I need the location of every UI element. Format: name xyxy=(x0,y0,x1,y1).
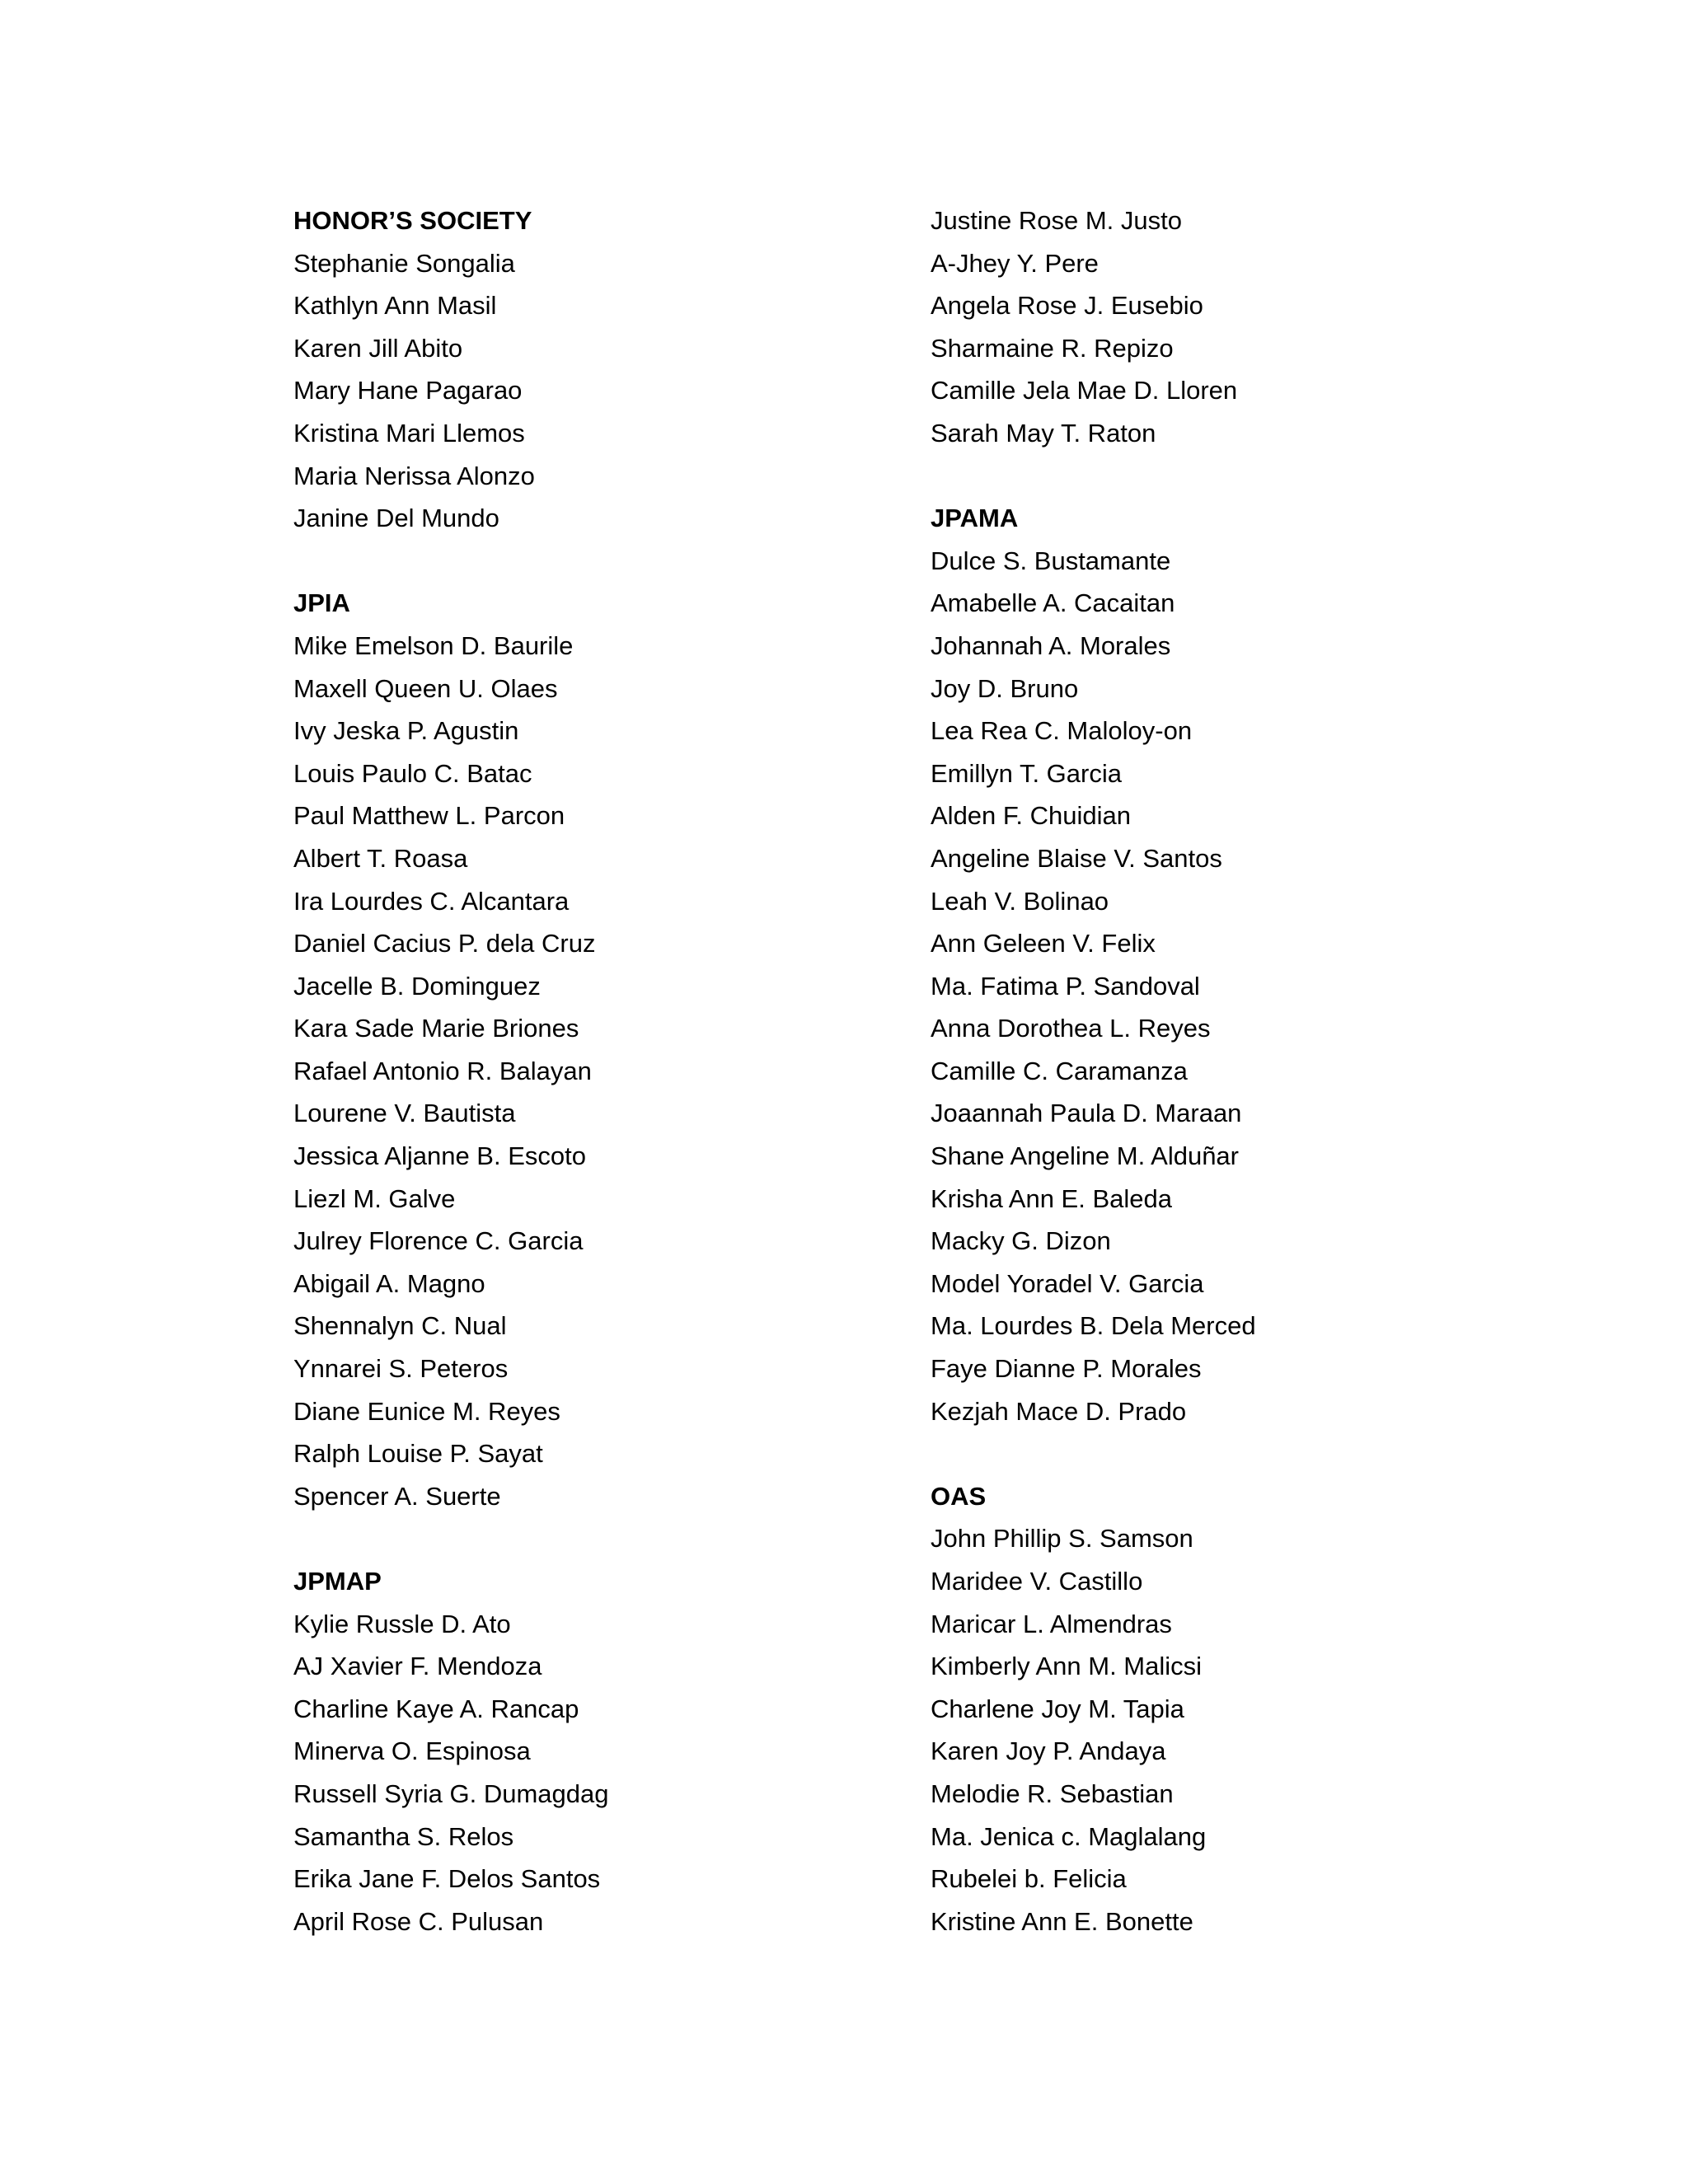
section-heading: JPAMA xyxy=(931,504,1019,533)
member-name: Ralph Louise P. Sayat xyxy=(293,1439,543,1469)
left-column xyxy=(293,199,854,1943)
section-jpmap xyxy=(293,1560,854,1943)
section-honor-s-society xyxy=(293,199,854,540)
member-name: Kezjah Mace D. Prado xyxy=(931,1396,1187,1426)
member-name: Ynnarei S. Peteros xyxy=(293,1354,509,1384)
member-name: Lourene V. Bautista xyxy=(293,1099,516,1128)
member-name: Dulce S. Bustamante xyxy=(931,546,1171,575)
member-name: Kara Sade Marie Briones xyxy=(293,1014,579,1043)
member-name: Amabelle A. Cacaitan xyxy=(931,588,1175,618)
section-jpia xyxy=(293,582,854,1517)
member-name: Ma. Lourdes B. Dela Merced xyxy=(931,1311,1256,1341)
member-name: Paul Matthew L. Parcon xyxy=(293,801,565,831)
member-name: Minerva O. Espinosa xyxy=(293,1736,531,1766)
member-name: Sharmaine R. Repizo xyxy=(931,333,1174,363)
section-heading: OAS xyxy=(931,1481,987,1511)
member-name: Lea Rea C. Maloloy-on xyxy=(931,716,1193,746)
member-name: Shane Angeline M. Alduñar xyxy=(931,1141,1239,1171)
member-name: Abigail A. Magno xyxy=(293,1268,485,1298)
member-name: Ann Geleen V. Felix xyxy=(931,929,1156,958)
member-name: Emillyn T. Garcia xyxy=(931,758,1122,788)
section-continued xyxy=(931,199,1491,455)
section-heading: JPIA xyxy=(293,588,350,618)
member-name: Jessica Aljanne B. Escoto xyxy=(293,1141,586,1171)
member-name: Camille C. Caramanza xyxy=(931,1056,1188,1085)
member-name: Joaannah Paula D. Maraan xyxy=(931,1099,1242,1128)
member-name: Karen Jill Abito xyxy=(293,333,463,363)
member-name: Anna Dorothea L. Reyes xyxy=(931,1014,1211,1043)
member-name: Rafael Antonio R. Balayan xyxy=(293,1056,592,1085)
member-name: Mike Emelson D. Baurile xyxy=(293,630,574,660)
section-oas xyxy=(931,1475,1491,1943)
section-spacer xyxy=(293,1517,854,1560)
member-name: AJ Xavier F. Mendoza xyxy=(293,1652,542,1681)
member-name: Julrey Florence C. Garcia xyxy=(293,1226,584,1256)
member-name: Russell Syria G. Dumagdag xyxy=(293,1779,609,1808)
member-name: Rubelei b. Felicia xyxy=(931,1864,1127,1894)
member-name: Kathlyn Ann Masil xyxy=(293,291,497,321)
member-name: Justine Rose M. Justo xyxy=(931,206,1182,235)
member-name: Leah V. Bolinao xyxy=(931,886,1109,916)
member-name: Krisha Ann E. Baleda xyxy=(931,1183,1172,1213)
member-name: Angela Rose J. Eusebio xyxy=(931,291,1203,321)
member-name: Johannah A. Morales xyxy=(931,630,1171,660)
member-name: Erika Jane F. Delos Santos xyxy=(293,1864,601,1894)
member-name: Ivy Jeska P. Agustin xyxy=(293,716,519,746)
member-name: Samantha S. Relos xyxy=(293,1821,514,1851)
member-name: Maxell Queen U. Olaes xyxy=(293,673,558,703)
member-name: Ira Lourdes C. Alcantara xyxy=(293,886,570,916)
member-name: Janine Del Mundo xyxy=(293,504,499,533)
member-name: Karen Joy P. Andaya xyxy=(931,1736,1166,1766)
section-spacer xyxy=(931,1432,1491,1475)
member-name: Kristine Ann E. Bonette xyxy=(931,1906,1193,1936)
member-name: Albert T. Roasa xyxy=(293,843,468,873)
member-name: Spencer A. Suerte xyxy=(293,1481,501,1511)
member-name: Kylie Russle D. Ato xyxy=(293,1609,511,1638)
member-name: Daniel Cacius P. dela Cruz xyxy=(293,929,596,958)
member-name: Kristina Mari Llemos xyxy=(293,418,525,448)
member-name: Sarah May T. Raton xyxy=(931,418,1156,448)
member-name: Macky G. Dizon xyxy=(931,1226,1111,1256)
section-heading: HONOR’S SOCIETY xyxy=(293,206,532,235)
member-name: Faye Dianne P. Morales xyxy=(931,1354,1202,1384)
member-name: Kimberly Ann M. Malicsi xyxy=(931,1652,1203,1681)
section-spacer xyxy=(293,540,854,583)
member-name: John Phillip S. Samson xyxy=(931,1524,1193,1554)
member-name: Joy D. Bruno xyxy=(931,673,1079,703)
member-name: Mary Hane Pagarao xyxy=(293,376,523,405)
member-name: Ma. Jenica c. Maglalang xyxy=(931,1821,1207,1851)
member-name: Charline Kaye A. Rancap xyxy=(293,1694,579,1723)
member-name: Alden F. Chuidian xyxy=(931,801,1131,831)
member-name: Model Yoradel V. Garcia xyxy=(931,1268,1204,1298)
section-heading: JPMAP xyxy=(293,1567,382,1596)
member-name: Louis Paulo C. Batac xyxy=(293,758,532,788)
member-name: Melodie R. Sebastian xyxy=(931,1779,1174,1808)
member-name: Maricar L. Almendras xyxy=(931,1609,1172,1638)
member-name: Stephanie Songalia xyxy=(293,248,515,278)
member-name: Liezl M. Galve xyxy=(293,1183,456,1213)
member-name: Jacelle B. Dominguez xyxy=(293,971,541,1001)
section-jpama xyxy=(931,497,1491,1432)
right-column xyxy=(931,199,1491,1943)
member-name: Diane Eunice M. Reyes xyxy=(293,1396,560,1426)
member-name: Camille Jela Mae D. Lloren xyxy=(931,376,1238,405)
member-name: Maria Nerissa Alonzo xyxy=(293,461,535,490)
member-name: Shennalyn C. Nual xyxy=(293,1311,507,1341)
member-name: Maridee V. Castillo xyxy=(931,1567,1143,1596)
member-name: April Rose C. Pulusan xyxy=(293,1906,544,1936)
section-spacer xyxy=(931,455,1491,498)
member-name: Angeline Blaise V. Santos xyxy=(931,843,1222,873)
member-name: A-Jhey Y. Pere xyxy=(931,248,1099,278)
member-name: Charlene Joy M. Tapia xyxy=(931,1694,1184,1723)
member-name: Ma. Fatima P. Sandoval xyxy=(931,971,1200,1001)
